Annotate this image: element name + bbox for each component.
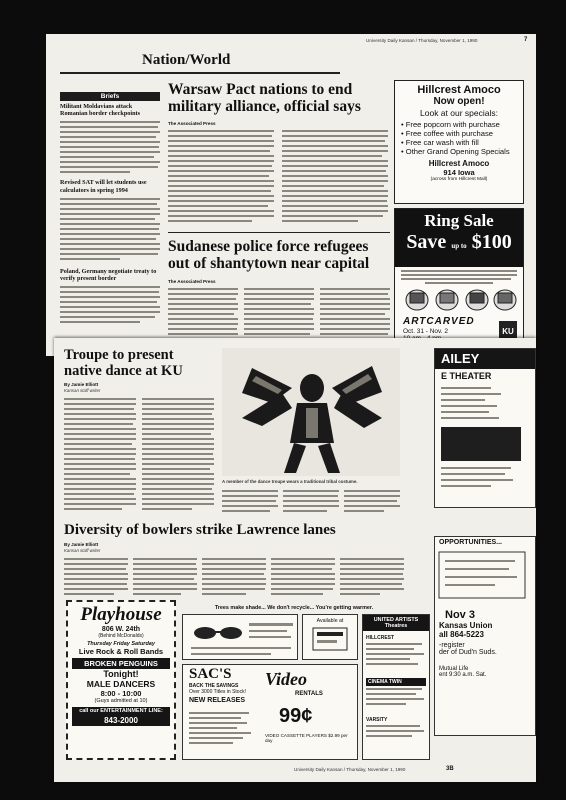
sacs-video-ad xyxy=(182,664,358,760)
section-title: Nation/World xyxy=(142,52,231,68)
amoco-special-2-text: Free coffee with purchase xyxy=(405,129,494,138)
ring-sale-ad xyxy=(394,208,524,352)
amoco-subtitle: Now open! xyxy=(433,96,485,107)
bottom-folio: University Daily Kansan / Thursday, November 1, 1990 xyxy=(294,767,406,772)
ring-sale-title: Ring Sale xyxy=(424,211,494,230)
sacs-titles-list xyxy=(189,711,259,751)
playhouse-days: Thursday Friday Saturday xyxy=(87,641,155,647)
dancer-photo xyxy=(222,348,400,476)
video-logo: Video xyxy=(265,669,308,689)
lead-body-text xyxy=(168,128,390,236)
brief-text-lines-3 xyxy=(60,284,160,328)
theatres-listing-ad xyxy=(362,614,430,760)
varsity-showtimes xyxy=(363,723,429,747)
second-headline: Sudanese police force refugees out of shantytown near capital xyxy=(168,238,370,272)
sunglasses-ad xyxy=(182,614,298,660)
briefs-column xyxy=(60,92,160,352)
ring-sale-header xyxy=(395,209,523,267)
second-byline: The Associated Press xyxy=(168,279,216,284)
theatres-subtitle: Theatres xyxy=(363,623,429,631)
bowlers-headline: Diversity of bowlers strike Lawrence lanes xyxy=(64,522,336,538)
briefs-title: Briefs xyxy=(60,92,160,101)
amoco-special-4: • Other Grand Opening Specials xyxy=(401,147,510,156)
brief-headline-3: Poland, Germany negotiate treaty to verify present border xyxy=(60,267,157,283)
playhouse-live: Live Rock & Roll Bands xyxy=(78,647,164,656)
amoco-special-2: • Free coffee with purchase xyxy=(401,129,494,138)
ad-phone: all 864-5223 xyxy=(439,630,484,639)
brief-text-lines-2 xyxy=(60,196,160,266)
page-folio: University Daily Kansan / Thursday, November 1, 1990 xyxy=(366,38,478,43)
venue-varsity: VARSITY xyxy=(366,717,388,723)
photo-caption: A member of the dance troupe wears a traditional tribal costume. xyxy=(222,479,358,484)
ad-union: Kansas Union xyxy=(439,621,493,630)
venue-cinema-twin: CINEMA TWIN xyxy=(366,678,426,686)
ailey-subheader: E THEATER xyxy=(441,371,492,381)
trees-banner: Trees make shade... We don't recycle... You're getting warmer. xyxy=(214,605,374,611)
sacs-title: SAC'S xyxy=(189,666,232,682)
amoco-special-1: • Free popcorn with purchase xyxy=(401,120,500,129)
local-page xyxy=(54,338,536,782)
header-rule xyxy=(60,72,340,74)
troupe-byline: By Jamie Elliott xyxy=(64,382,99,387)
sunglasses-icon xyxy=(183,615,298,660)
troupe-body-text xyxy=(64,396,214,518)
playhouse-band: BROKEN PENGUINS xyxy=(72,658,170,669)
page-number: 7 xyxy=(524,37,528,43)
artcarved-logo: ARTCARVED xyxy=(403,316,475,327)
bowlers-byline: By Jamie Elliott xyxy=(64,542,99,547)
store-logo-icon xyxy=(303,624,357,658)
sacs-over: Over 3000 Titles in Stock! xyxy=(189,689,246,695)
ad-time: ent 9:30 a.m. Sat. xyxy=(439,672,487,678)
available-at-label: Available at xyxy=(316,618,344,624)
troupe-headline: Troupe to present native dance at KU xyxy=(64,347,183,379)
playhouse-ages: (Guys admitted at 10) xyxy=(94,698,148,704)
amoco-title: Hillcrest Amoco xyxy=(417,84,501,96)
hillcrest-showtimes xyxy=(363,641,429,671)
sacs-players: VIDEO CASSETTE PLAYERS $2.99 per day xyxy=(265,733,348,743)
ring-sale-fineprint xyxy=(395,269,523,285)
ailey-schedule-lines xyxy=(435,383,535,503)
playhouse-title: Playhouse xyxy=(80,604,162,625)
ad-register: -register xyxy=(439,642,465,649)
troupe-continued-text xyxy=(222,488,400,518)
playhouse-call: call our ENTERTAINMENT LINE: xyxy=(72,707,170,715)
lead-byline: The Associated Press xyxy=(168,121,216,126)
amoco-tagline: Look at our specials: xyxy=(420,108,498,118)
ring-dates: Oct. 31 - Nov. 2 xyxy=(403,328,449,335)
ad-order: der of Dud'n Suds. xyxy=(439,649,497,656)
cinema-twin-showtimes xyxy=(363,686,429,710)
playhouse-male-dancers: MALE DANCERS xyxy=(86,679,156,689)
amoco-special-4-text: Other Grand Opening Specials xyxy=(405,147,510,156)
sacs-new-releases: NEW RELEASES xyxy=(189,697,246,704)
brief-headline-1: Militant Moldavians attack Romanian border checkpoints xyxy=(60,103,140,118)
sacs-price: 99¢ xyxy=(279,705,313,727)
dancer-illustration xyxy=(222,348,400,476)
amoco-special-3: • Free car wash with fill xyxy=(401,138,479,147)
ring-illustrations xyxy=(395,285,523,315)
ring-up-to: up to xyxy=(451,242,467,250)
amoco-special-3-text: Free car wash with fill xyxy=(405,138,479,147)
playhouse-address-note: (Behind McDonalds) xyxy=(98,633,144,639)
playhouse-ad xyxy=(66,600,176,760)
troupe-byline-role: Kansan staff writer xyxy=(64,388,101,393)
sacs-subtitle: BACK THE SAVINGS xyxy=(189,683,239,689)
story-divider xyxy=(168,232,390,233)
ad-mutual: Mutual Life xyxy=(439,666,469,672)
brief-body-2 xyxy=(60,196,160,266)
brief-body-3 xyxy=(60,284,160,328)
bowlers-byline-role: Kansan staff writer xyxy=(64,548,101,553)
lead-headline: Warsaw Pact nations to end military alliance, official says xyxy=(168,81,361,115)
playhouse-phone: 843-2000 xyxy=(72,715,170,726)
amoco-name: Hillcrest Amoco xyxy=(428,159,490,168)
amoco-special-1-text: Free popcorn with purchase xyxy=(405,120,500,129)
opportunities-ad xyxy=(434,536,536,736)
ad-date: Nov 3 xyxy=(445,609,475,621)
playhouse-time: 8:00 - 10:00 xyxy=(100,689,142,698)
bottom-page-number: 3B xyxy=(446,766,454,772)
opportunities-lines xyxy=(435,548,535,604)
ailey-header: AILEY xyxy=(435,349,535,369)
theatres-title: UNITED ARTISTS xyxy=(363,615,429,623)
playhouse-tonight: Tonight! xyxy=(103,669,139,679)
video-rentals: RENTALS xyxy=(295,691,323,697)
ring-save-word: Save xyxy=(406,231,447,253)
brief-headline-2: Revised SAT will let students use calculators in spring 1994 xyxy=(60,179,147,194)
amoco-note: (across from Hillcrest Mall) xyxy=(430,177,488,182)
amoco-address: 914 Iowa xyxy=(443,168,475,177)
hillcrest-amoco-ad xyxy=(394,80,524,204)
available-at-ad xyxy=(302,614,358,660)
ring-sale-savings xyxy=(395,231,523,257)
venue-hillcrest: HILLCREST xyxy=(366,635,395,641)
brief-body-1 xyxy=(60,119,160,177)
bowlers-body-text xyxy=(64,556,404,600)
opportunities-title: OPPORTUNITIES... xyxy=(439,539,503,546)
ailey-theater-ad xyxy=(434,348,536,508)
playhouse-address: 806 W. 24th xyxy=(101,626,141,633)
ring-save-amount: $100 xyxy=(471,231,512,253)
brief-text-lines-1 xyxy=(60,119,160,177)
ku-logo-icon: KU xyxy=(499,321,517,343)
nation-world-page xyxy=(46,34,536,356)
